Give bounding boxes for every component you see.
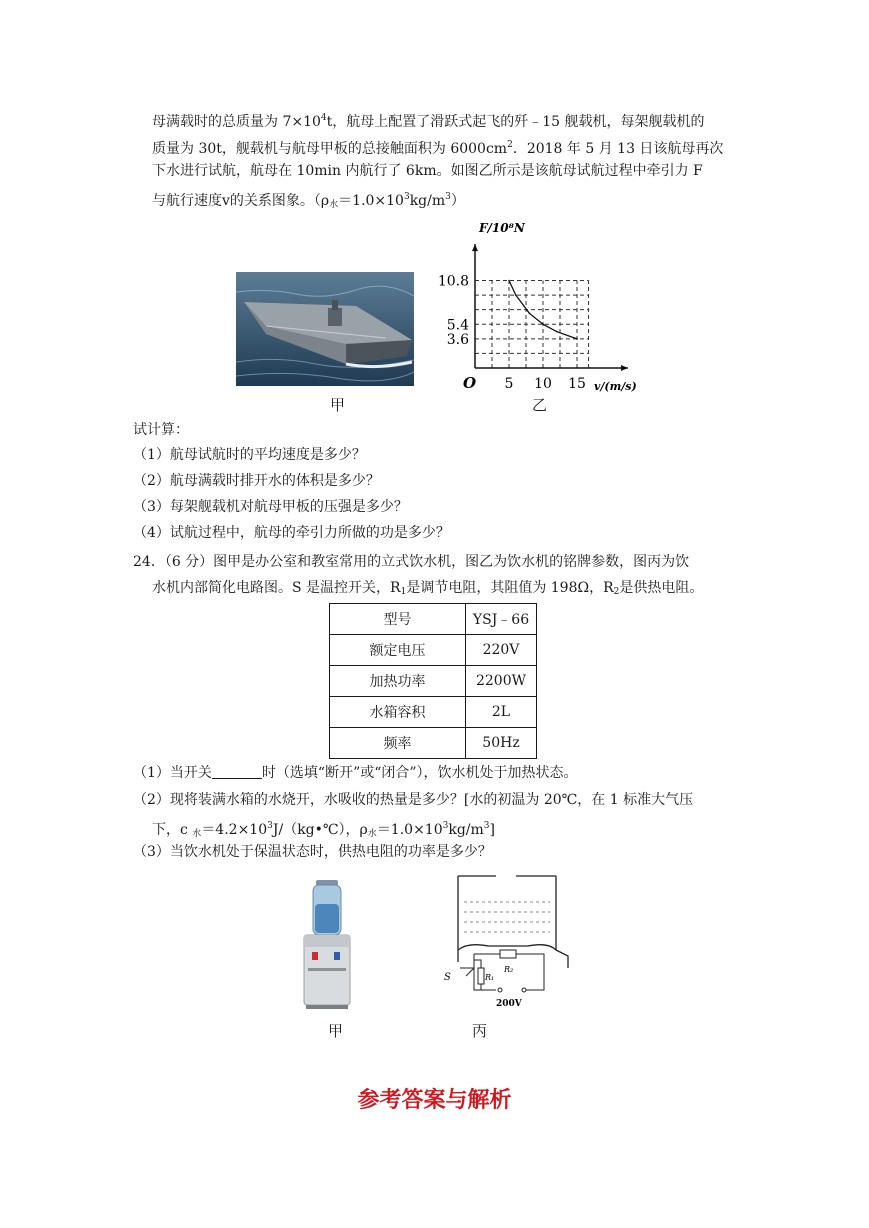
x-tick-label: 5: [504, 376, 514, 392]
y-axis-label: F/10⁸N: [479, 221, 525, 235]
aircraft-carrier-photo: [236, 272, 414, 386]
table-cell: 额定电压: [330, 635, 466, 666]
table-cell: 频率: [330, 728, 466, 759]
table-cell: 220V: [466, 635, 537, 666]
y-axis-arrow: [472, 244, 478, 251]
table-cell: 50Hz: [466, 728, 537, 759]
table-cell: 2200W: [466, 666, 537, 697]
q24-sub-2-line-1: （2）现将装满水箱的水烧开，水吸收的热量是多少？[水的初温为 20℃，在 1 标准大气压: [133, 792, 694, 808]
table-cell: 2L: [466, 697, 537, 728]
figure-caption-jia-2: 甲: [328, 1022, 344, 1040]
data-point: [576, 338, 578, 340]
table-row: [330, 666, 537, 697]
table-row: [330, 604, 537, 635]
q23-text-line-4: 与航行速度v的关系图象。$(\rho_水=1.0\times 10^3kg/m^3)$: [152, 192, 465, 210]
table-cell: YSJ﹣66: [466, 604, 537, 635]
data-point: [542, 323, 544, 325]
circuit-label-s: S: [444, 972, 451, 983]
q23-item-4: （4）试航过程中，航母的牵引力所做的功是多少？: [133, 525, 450, 541]
q23-text-line-1: 母满载时的总质量为 $7\times 10^4t$，航母上配置了滑跃式起飞的歼﹣15 舰载机，每架舰载机的: [152, 113, 705, 130]
q24-sub-3: （3）当饮水机处于保温状态时，供热电阻的功率是多少？: [133, 844, 492, 860]
table-cell: 加热功率: [330, 666, 466, 697]
q23-item-3: （3）每架舰载机对航母甲板的压强是多少？: [133, 499, 408, 515]
nameplate-table: [329, 603, 537, 759]
q23-item-2: （2）航母满载时排开水的体积是多少？: [133, 473, 380, 489]
x-tick-label: 10: [534, 376, 552, 392]
table-row: [330, 635, 537, 666]
x-tick-label: 15: [568, 376, 586, 392]
y-tick-label: 3.6: [446, 331, 469, 348]
x-axis-arrow: [621, 365, 628, 371]
q24-sub-1: （1）当开关 时（选填“断开”或“闭合”），饮水机处于加热状态。: [133, 765, 578, 781]
figure-caption-bing: 丙: [472, 1022, 488, 1040]
y-tick-label: 5.4: [446, 317, 469, 334]
q24-sub-2-line-2: 下，c $_水=4.2\times 10^3J/(kg•℃)$，$\rho_水=1.0\times 10^3kg/m^3$]: [152, 821, 495, 839]
data-point: [515, 294, 517, 296]
water-dispenser-image: [296, 880, 358, 1010]
figure-caption-yi: 乙: [532, 396, 548, 414]
q24-text-line-1: 24．（6 分）图甲是办公室和教室常用的立式饮水机，图乙为饮水机的铭牌参数，图丙为饮: [133, 554, 690, 570]
data-point: [508, 280, 510, 282]
data-point: [529, 313, 531, 315]
force-speed-graph: [430, 218, 650, 408]
figure-caption-jia: 甲: [330, 396, 346, 414]
answer-blank[interactable]: [212, 764, 262, 779]
q23-text-line-3: 下水进行试航，航母在 10min 内航行了 6km。如图乙所示是该航母试航过程中牵引力 F: [152, 163, 703, 179]
table-row: [330, 728, 537, 759]
q23-text-line-2: 质量为 30t，舰载机与航母甲板的总接触面积为 $6000cm^2$．2018 年 5 月 13 日该航母再次: [152, 140, 724, 157]
circuit-label-r2: R₂: [504, 965, 514, 974]
q24-text-line-2: 水机内部简化电路图。S 是温控开关，$R_1$是调节电阻，其阻值为 198Ω，$R_2$是供热电阻。: [152, 580, 704, 597]
circuit-label-r1: R₁: [485, 973, 495, 982]
x-axis-label: v/(m/s): [594, 380, 637, 393]
q23-intro: 试计算：: [133, 422, 189, 438]
origin-label: O: [463, 374, 477, 392]
data-point: [556, 331, 558, 333]
q23-item-1: （1）航母试航时的平均速度是多少？: [133, 447, 366, 463]
y-tick-label: 10.8: [437, 273, 469, 290]
answer-section-title: 参考答案与解析: [357, 1088, 512, 1113]
circuit-diagram: [438, 872, 578, 1012]
circuit-label-voltage: 200V: [496, 999, 522, 1009]
table-row: [330, 697, 537, 728]
table-cell: 水箱容积: [330, 697, 466, 728]
table-cell: 型号: [330, 604, 466, 635]
